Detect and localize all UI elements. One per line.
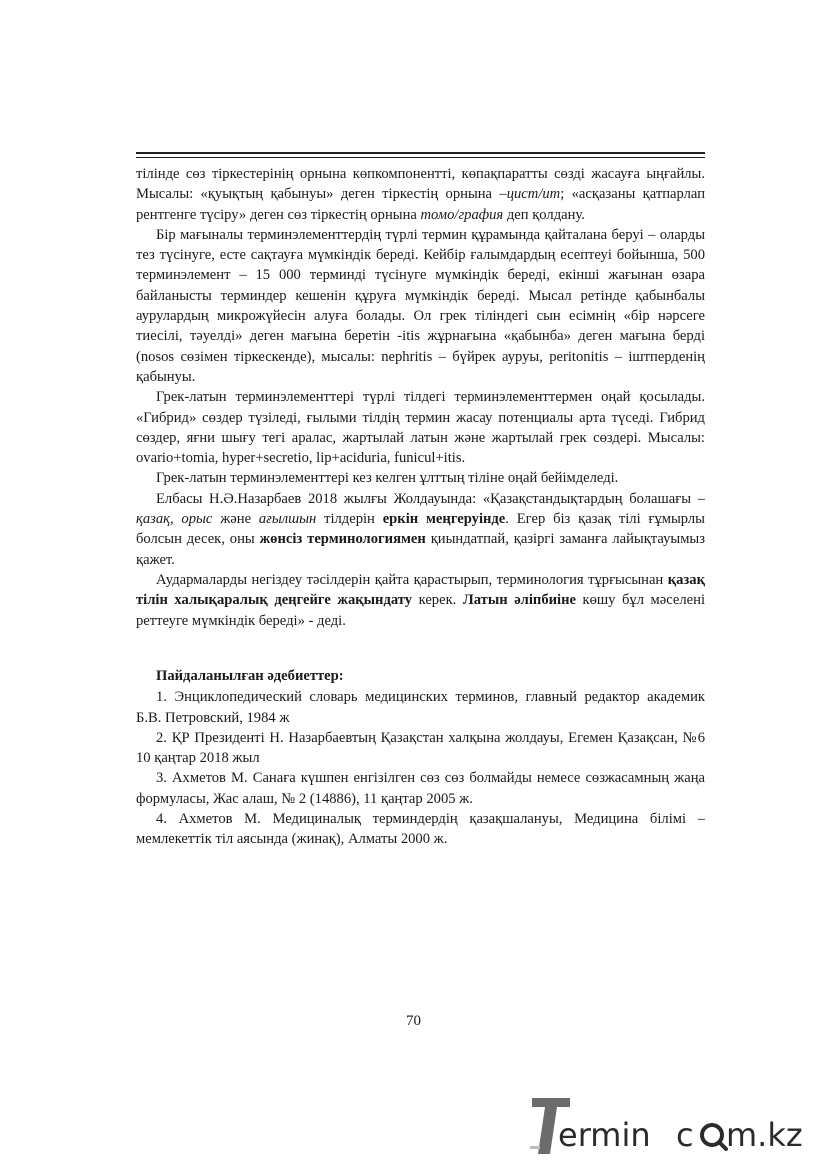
termincom-logo: [526, 1096, 816, 1156]
paragraph-6: Аудармаларды негіздеу тәсілдерін қайта қарастырып, терминология тұрғысынан қазақ тілін халықаралық деңгейге жақындату керек. Латын әліпбиіне көшу бұл мәселені реттеуге мүмкіндік береді» - деді.: [136, 571, 706, 629]
references-section: [136, 666, 705, 850]
magnifier-handle: [719, 1142, 726, 1149]
paragraph-5: Елбасы Н.Ә.Назарбаев 2018 жылғы Жолдауында: «Қазақстандықтардың болашағы – қазақ, орыс және ағылшын тілдерін еркін меңгеруінде. Егер біз қазақ тілі ғұмырлы болсын десек, оны жөнсіз терминологиямен қиындатпай, қазіргі заманға лайықтауымыз қажет.: [136, 490, 706, 568]
reference-item: 2. ҚР Президенті Н. Назарбаевтың Қазақстан халқына жолдауы, Егемен Қазақсан, №6 10 қаңтар 2018 жыл: [136, 729, 705, 767]
header-rule-thick: [136, 152, 705, 154]
logo-text-2: c: [676, 1116, 694, 1154]
logo-accent: [530, 1146, 540, 1149]
reference-item: 3. Ахметов М. Санаға күшпен енгізілген сөз сөз болмайды немесе сөзжасамның жаңа формуласы, Жас алаш, № 2 (14886), 11 қаңтар 2005 ж.: [136, 770, 705, 807]
logo-text-1: ermin: [558, 1116, 651, 1154]
reference-item: 4. Ахметов М. Медициналық терминдердің қазақшалануы, Медицина білімі – мемлекеттік тіл аясында (жинақ), Алматы 2000 ж.: [136, 811, 705, 848]
reference-item: 1. Энциклопедический словарь медицинских терминов, главный редактор академик Б.В. Петровский, 1984 ж: [136, 689, 705, 726]
references-heading: Пайдаланылған әдебиеттер:: [156, 668, 344, 684]
page-number: 70: [406, 1013, 421, 1029]
paragraph-1: тілінде сөз тіркестерінің орнына көпкомпонентті, көпақпаратты сөзді жасауға ыңғайлы. Мысалы: «қуықтың қабынуы» деген тіркестің орнына –цист/ит; «асқазаны қатпарлап рентгенге түсіру» деген сөз тіркестің орнына томо/графия деп қолдану.: [136, 166, 705, 223]
paragraph-4: Грек-латын терминэлементтері кез келген ұлттың тіліне оңай бейімделеді.: [156, 470, 619, 487]
page-body: [136, 164, 705, 631]
logo-text-3: m.kz: [726, 1116, 803, 1154]
logo-t-bar: [532, 1098, 570, 1107]
paragraph-2: Бір мағыналы терминэлементтердің түрлі термин құрамында қайталана беруі – оларды тез түсінуге, есте сақтауға мүмкіндік береді. Кейбір ғалымдардың есептеуі бойынша, 500 терминэлемент – 15 000 терминді түсінуге мүмкіндік береді, екінші жағынан өзара байланысты терминдер кешенін құруға мүмкіндік береді. Мысал ретінде қабынбалы аурулардың микрожүйесін алуға болады. Ол грек тіліндегі сын есімнің «бір нәрсеге тиесілі, тәуелді» деген мағына беретін -itis жұрнағына «қабынба» деген мағына берді (nosos сөзімен тіркескенде), мысалы: nephritis – бүйрек ауруы, peritonitis – іштперденің қабынуы.: [136, 226, 705, 385]
header-rule-thin: [136, 157, 705, 158]
paragraph-3: Грек-латын терминэлементтері түрлі тілдегі терминэлементтермен оңай қосылады. «Гибрид» сөздер түзіледі, ғылыми тілдің термин жасау потенциалы арта түседі. Гибрид сөздер, яғни шығу тегі аралас, жартылай латын және жартылай грек сөздері. Мысалы: ovario+tomia, hyper+secretio, lip+aciduria, funicul+itis.: [136, 389, 705, 467]
logo-t-stem: [538, 1107, 557, 1154]
